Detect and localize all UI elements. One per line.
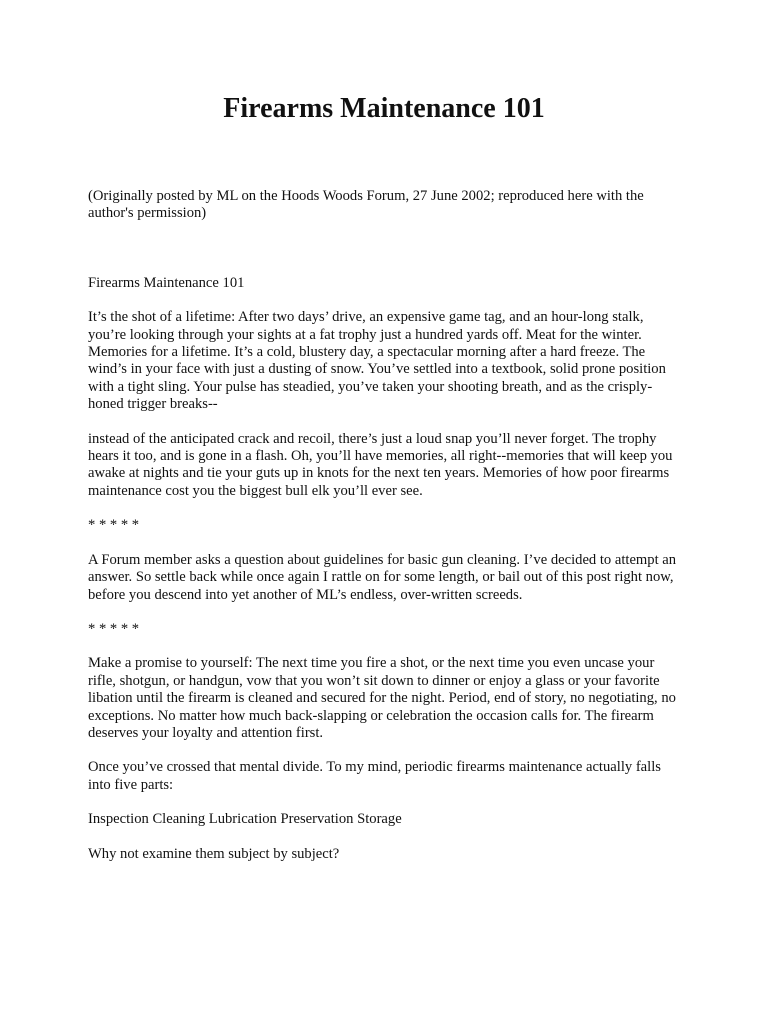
- paragraph-promise: Make a promise to yourself: The next time you fire a shot, or the next time you even uncase your rifle, shotgun, or handgun, vow that you won’t sit down to dinner or enjoy a glass or your favorite libation until the firearm is cleaned and secured for the night. Period, end of story, no negotiating, no exceptions. No matter how much back-slapping or celebration the occasion calls for. The firearm deserves your loyalty and attention first.: [88, 655, 676, 741]
- paragraph-closing: Why not examine them subject by subject?: [88, 845, 340, 862]
- paragraph-five-parts: Once you’ve crossed that mental divide. To my mind, periodic firearms maintenance actually falls into five parts:: [88, 759, 661, 793]
- section-subtitle: Firearms Maintenance 101: [88, 274, 245, 291]
- paragraph-opening: It’s the shot of a lifetime: After two days’ drive, an expensive game tag, and an hour-long stalk, you’re looking through your sights at a fat trophy just a hundred yards off. Meat for the winter. Memories for a lifetime. It’s a cold, blustery day, a spectacular morning after a hard freeze. The wind’s in your face with just a dusting of snow. You’ve settled into a textbook, solid prone position with a tight sling. Your pulse has steadied, you’ve taken your shooting breath, and as the crisply-honed trigger breaks--: [88, 309, 666, 413]
- attribution-note: (Originally posted by ML on the Hoods Woods Forum, 27 June 2002; reproduced here with the author's permission): [88, 188, 644, 222]
- separator: * * * * *: [88, 517, 140, 534]
- parts-list: Inspection Cleaning Lubrication Preservation Storage: [88, 811, 402, 828]
- paragraph-misfire: instead of the anticipated crack and recoil, there’s just a loud snap you’ll never forget. The trophy hears it too, and is gone in a flash. Oh, you’ll have memories, all right--memories that will keep you awake at nights and tie your guts up in knots for the next ten years. Memories of how poor firearms maintenance cost you the biggest bull elk you’ll ever see.: [88, 430, 673, 499]
- separator: * * * * *: [88, 620, 140, 637]
- paragraph-question: A Forum member asks a question about guidelines for basic gun cleaning. I’ve decided to attempt an answer. So settle back while once again I rattle on for some length, or bail out of this post right now, before you descend into yet another of ML’s endless, over-written screeds.: [88, 551, 677, 603]
- document-title: Firearms Maintenance 101: [223, 93, 545, 124]
- document-body: [88, 188, 680, 880]
